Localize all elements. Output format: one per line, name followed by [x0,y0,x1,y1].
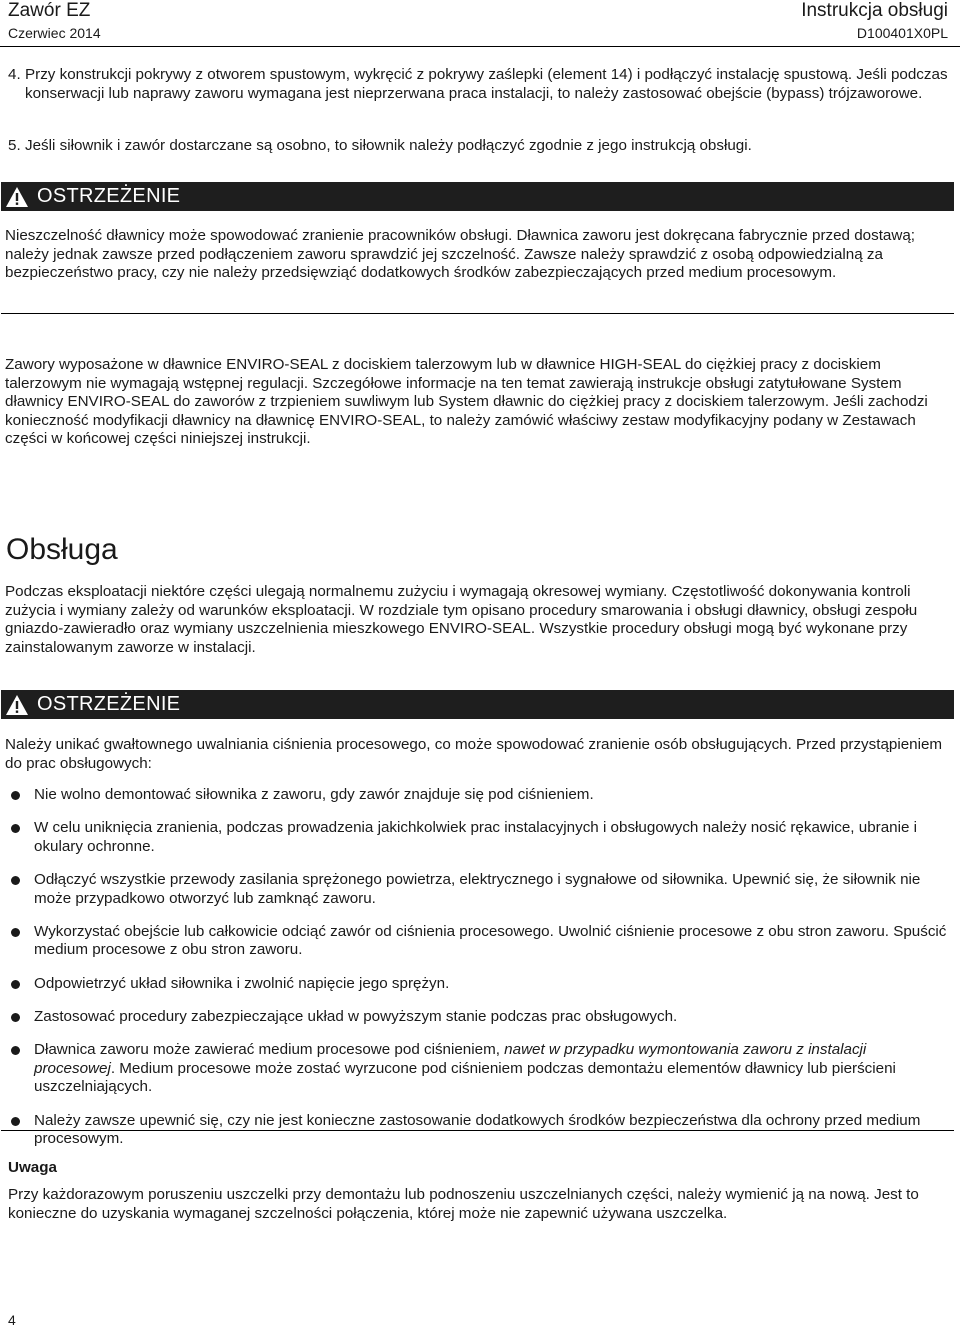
list-item: Nie wolno demontować siłownika z zaworu, gdy zawór znajduje się pod ciśnieniem. [8,786,950,805]
list-item: Wykorzystać obejście lub całkowicie odciąć zawór od ciśnienia procesowego. Uwolnić ciśnienie procesowe z obu stron zaworu. Spuścić medium procesowe z obu stron zaworu. [8,923,950,960]
warning-bar [1,690,954,719]
document-number: D100401X0PL [856,25,948,41]
bullet-dot-icon [11,824,20,833]
step-5 [8,137,950,156]
bullet-dot-icon [11,1117,20,1126]
bullet-dot-icon [11,1046,20,1055]
section-heading: Obsługa [6,533,118,566]
step-text: Przy konstrukcji pokrywy z otworem spustowym, wykręcić z pokrywy zaślepki (element 14) i podłączyć instalację spustową. Jeśli podczas konserwacji lub naprawy zaworu wymagana jest nieprzerwana praca instalacji, to należy zastosować obejście (bypass) trójzaworowe. [25,66,948,102]
warning-title: OSTRZEŻENIE [37,693,181,715]
bullet-dot-icon [11,928,20,937]
step-number: 4. [8,66,21,83]
product-title: Zawór EZ [8,0,91,21]
step-number: 5. [8,137,21,154]
bullet-dot-icon [11,876,20,885]
body-paragraph: Zawory wyposażone w dławnice ENVIRO-SEAL z dociskiem talerzowym lub w dławnice HIGH-SEAL do ciężkiej pracy z dociskiem talerzowym nie wymagają wstępnej regulacji. Szczegółowe informacje na ten temat zawierają instrukcje obsługi zatytułowane System dławnicy ENVIRO-SEAL do zaworów z trzpieniem suwliwym lub System dławnic do ciężkiej pracy z dociskiem talerzowym. Jeśli zachodzi konieczność modyfikacji dławnicy na dławnicę ENVIRO-SEAL, to należy zamówić właściwy zestaw modyfikacyjny podany w Zestawach części w końcowej części niniejszej instrukcji. [5,356,928,447]
list-item: Odpowietrzyć układ siłownika i zwolnić napięcie jego sprężyn. [8,975,950,994]
note-title: Uwaga [8,1159,57,1176]
emphasis-text: nawet w przypadku wymontowania zaworu z instalacji procesowej [34,1041,867,1077]
page-number: 4 [8,1312,16,1328]
warning-end-rule [1,313,954,314]
list-item: Odłączyć wszystkie przewody zasilania sprężonego powietrza, elektrycznego i sygnałowe od siłownika. Upewnić się, że siłownik nie może przypadkowo otworzyć lub zamknąć zaworu. [8,871,950,908]
warning-text: Nieszczelność dławnicy może spowodować zranienie pracowników obsługi. Dławnica zaworu jest dokręcana fabrycznie przed dostawą; należy jednak zawsze przed podłączeniem zaworu sprawdzić jej szczelność. Zawsze należy sprawdzić z osobą odpowiedzialną za bezpieczeństwo pracy, czy nie należy przedsięwziąć dodatkowych środków zabezpieczających przed medium procesowym. [5,227,916,281]
step-4 [8,66,950,103]
bullet-dot-icon [11,980,20,989]
bullet-dot-icon [11,1013,20,1022]
step-text: Jeśli siłownik i zawór dostarczane są osobno, to siłownik należy podłączyć zgodnie z jego instrukcją obsługi. [25,137,752,154]
warning-end-rule [1,1130,954,1131]
header-left [8,0,101,41]
warning-title: OSTRZEŻENIE [37,185,181,207]
list-item: Należy zawsze upewnić się, czy nie jest konieczne zastosowanie dodatkowych środków bezpieczeństwa dla ochrony przed medium procesowym. [8,1112,950,1149]
bullet-dot-icon [11,791,20,800]
list-item: W celu uniknięcia zranienia, podczas prowadzenia jakichkolwiek prac instalacyjnych i obsługowych należy nosić rękawice, ubranie i okulary ochronne. [8,819,950,856]
header-divider [0,46,960,47]
precautions-list [8,786,950,1163]
warning-text: Należy unikać gwałtownego uwalniania ciśnienia procesowego, co może spowodować zranienie osób obsługujących. Przed przystąpieniem do prac obsługowych: [5,736,943,772]
list-item: Dławnica zaworu może zawierać medium procesowe pod ciśnieniem, nawet w przypadku wymontowania zaworu z instalacji procesowej. Medium procesowe może zostać wyrzucone pod ciśnieniem podczas demontażu elementów dławnicy lub pierścieni uszczelniających. [8,1041,950,1097]
warning-triangle-icon [5,186,29,208]
note-text: Przy każdorazowym poruszeniu uszczelki przy demontażu lub podnoszeniu uszczelnianych części, należy wymienić ją na nową. Jest to konieczne do uzyskania wymaganej szczelności połączenia, której może nie zapewnić używana uszczelka. [8,1186,919,1222]
publication-date: Czerwiec 2014 [8,25,101,41]
header-right [801,0,948,41]
warning-bar [1,182,954,211]
list-item: Zastosować procedury zabezpieczające układ w powyższym stanie podczas prac obsługowych. [8,1008,950,1027]
section-intro: Podczas eksploatacji niektóre części ulegają normalnemu zużyciu i wymagają okresowej wymiany. Częstotliwość dokonywania kontroli zużycia i wymiany zależy od warunków eksploatacji. W rozdziale tym opisano procedury smarowania i obsługi dławnicy, obsługi zespołu gniazdo-zawieradło oraz wymiany uszczelnienia mieszkowego ENVIRO-SEAL. Wszystkie procedury obsługi mogą być wykonane przy zainstalowanym zaworze w instalacji. [5,583,918,656]
warning-triangle-icon [5,694,29,716]
document-type: Instrukcja obsługi [801,0,948,21]
